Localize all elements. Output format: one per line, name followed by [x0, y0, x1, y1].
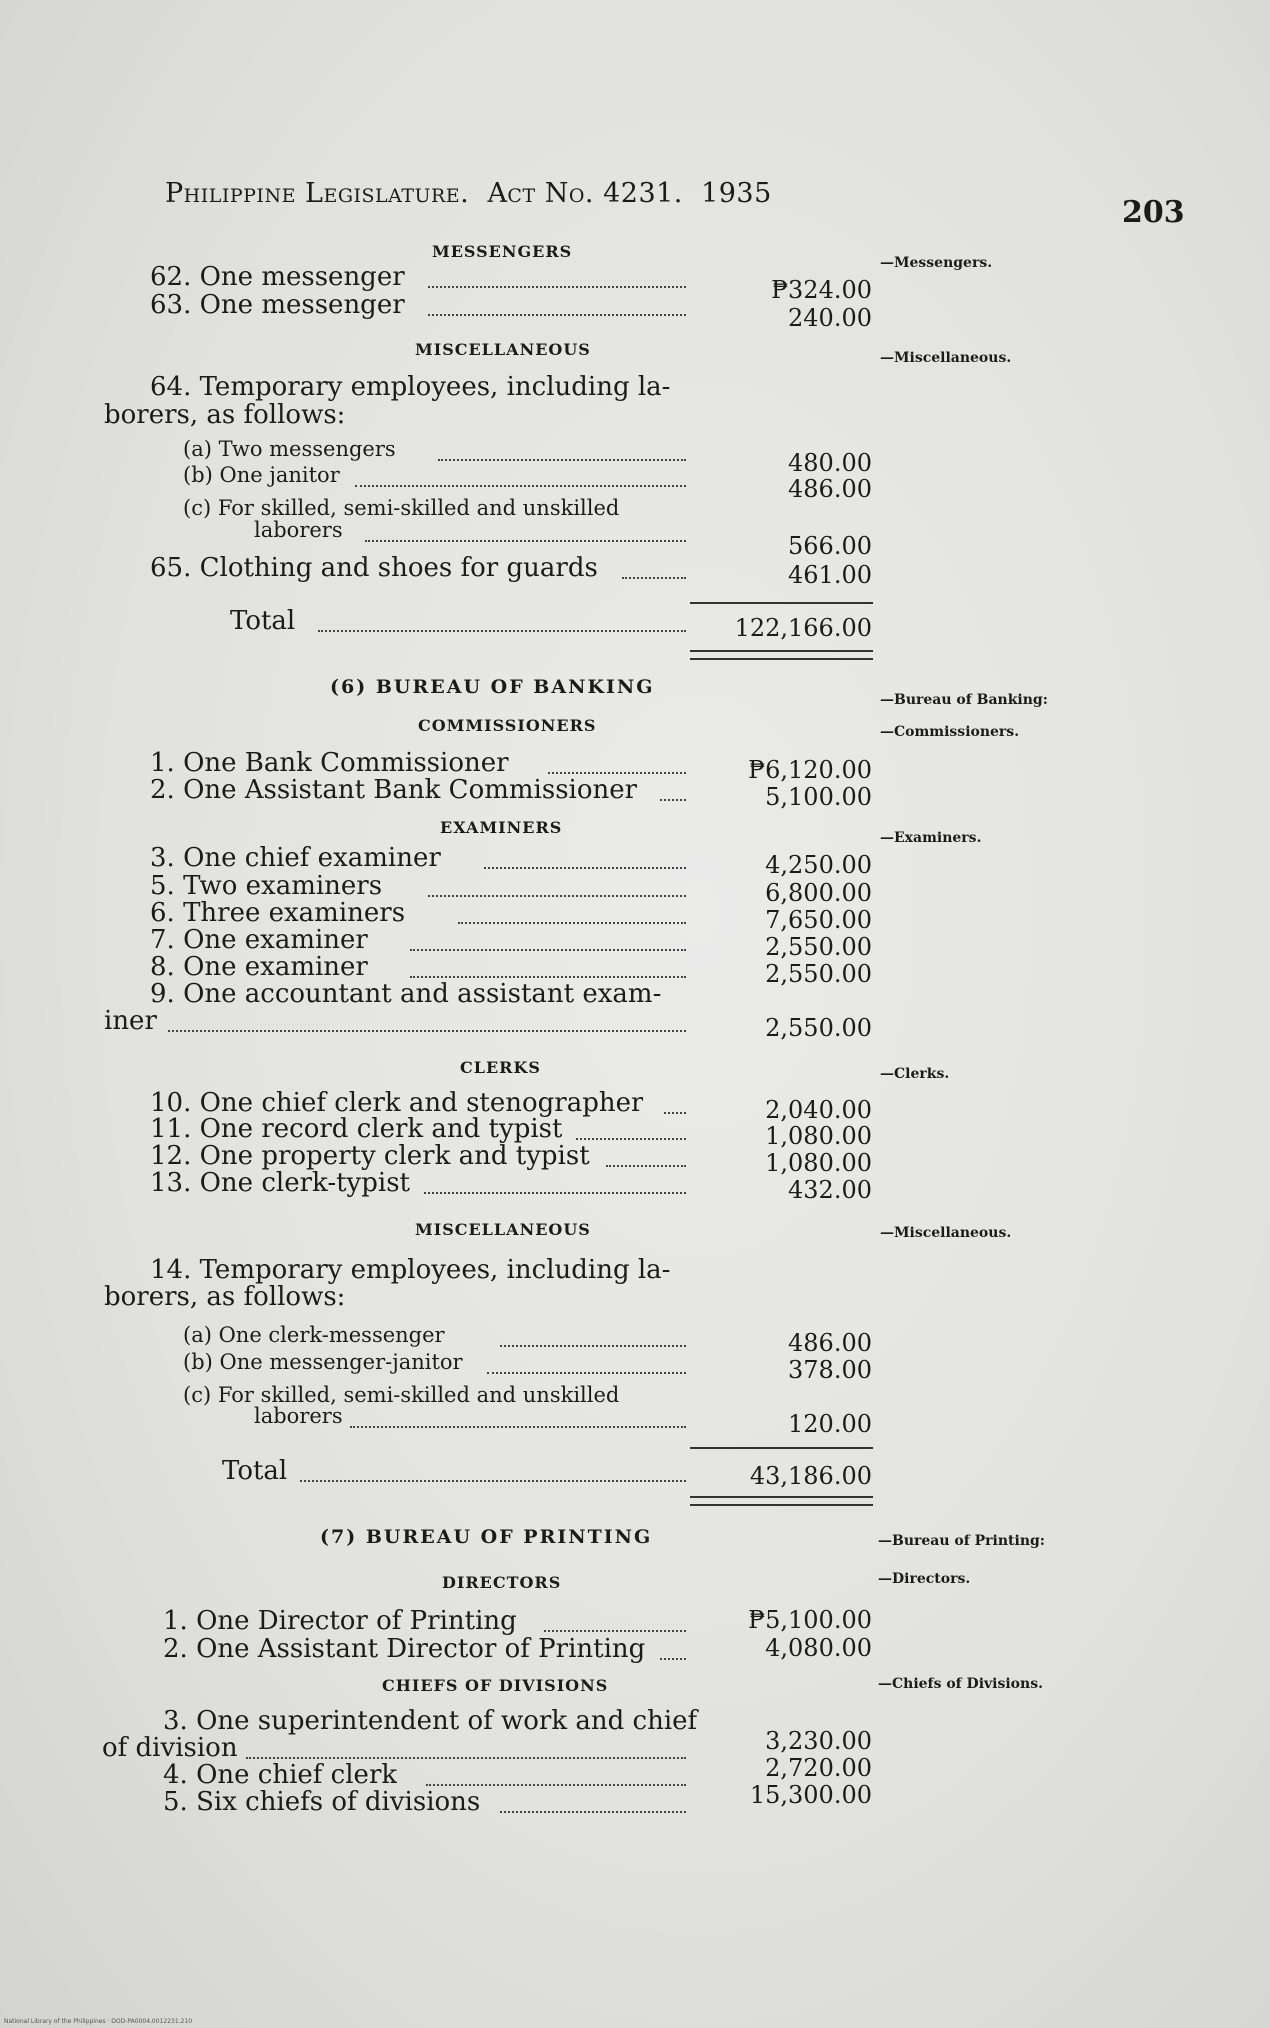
line-item: 1. One Bank Commissioner ₱6,120.00: [150, 748, 872, 784]
line-item: 62. One messenger ₱324.00: [150, 262, 872, 304]
bureau-heading: (7) BUREAU OF PRINTING: [320, 1526, 653, 1548]
section-heading: CLERKS: [460, 1058, 541, 1077]
margin-note: —Commissioners.: [880, 724, 1020, 740]
line-item: (a) One clerk-messenger 486.00: [183, 1323, 872, 1357]
page-number: 203: [1122, 195, 1185, 230]
line-item: iner 2,550.00: [104, 1006, 872, 1042]
line-item: laborers 566.00: [254, 518, 872, 560]
header-act: Act No. 4231.: [487, 178, 683, 209]
section-heading: COMMISSIONERS: [418, 716, 597, 735]
total-rule: [690, 602, 873, 604]
section-heading: MISCELLANEOUS: [415, 340, 591, 359]
header-year: 1935: [701, 178, 772, 209]
section-heading: MISCELLANEOUS: [415, 1220, 591, 1239]
line-item: 2. One Assistant Director of Printing 4,080.00: [163, 1634, 872, 1664]
paragraph-line: 9. One accountant and assistant exam-: [150, 979, 662, 1009]
line-item: (b) One janitor 486.00: [183, 463, 872, 503]
margin-note: —Bureau of Banking:: [880, 692, 1048, 708]
line-item: 3. One chief examiner 4,250.00: [150, 843, 872, 879]
running-header: [165, 178, 772, 209]
line-item: 65. Clothing and shoes for guards 461.00: [150, 553, 872, 589]
line-item: 63. One messenger 240.00: [150, 290, 872, 332]
paragraph-line: borers, as follows:: [104, 400, 346, 430]
line-item: 1. One Director of Printing ₱5,100.00: [163, 1606, 872, 1636]
section-heading: DIRECTORS: [442, 1573, 562, 1592]
line-item: 2. One Assistant Bank Commissioner 5,100.00: [150, 775, 872, 811]
paragraph-line: (c) For skilled, semi-skilled and unskilled: [183, 496, 620, 520]
section-heading: EXAMINERS: [440, 818, 563, 837]
line-item: 4. One chief clerk 2,720.00: [163, 1754, 872, 1790]
paragraph-line: 14. Temporary employees, including la-: [150, 1255, 671, 1285]
section-heading: MESSENGERS: [432, 242, 573, 261]
margin-note: —Miscellaneous.: [880, 1225, 1012, 1241]
line-item: 5. Six chiefs of divisions 15,300.00: [163, 1781, 872, 1817]
margin-note: —Bureau of Printing:: [878, 1533, 1045, 1549]
total-rule: [690, 1447, 873, 1449]
bureau-heading: (6) BUREAU OF BANKING: [330, 676, 655, 698]
paragraph-line: (c) For skilled, semi-skilled and unskilled: [183, 1383, 620, 1407]
line-item: 13. One clerk-typist 432.00: [150, 1168, 872, 1204]
margin-note: —Messengers.: [880, 255, 993, 271]
double-rule: [690, 1496, 873, 1506]
margin-note: —Directors.: [878, 1571, 971, 1587]
paragraph-line: 3. One superintendent of work and chief: [163, 1706, 698, 1736]
line-item: 5. Two examiners 6,800.00: [150, 871, 872, 907]
line-item: (a) Two messengers 480.00: [183, 437, 872, 477]
line-item: of division 3,230.00: [102, 1727, 872, 1763]
line-item: 7. One examiner 2,550.00: [150, 925, 872, 961]
line-item: 11. One record clerk and typist 1,080.00: [150, 1114, 872, 1150]
paragraph-line: borers, as follows:: [104, 1282, 346, 1312]
line-item: 10. One chief clerk and stenographer 2,040.00: [150, 1088, 872, 1124]
total-line: Total 43,186.00: [222, 1456, 872, 1490]
scan-footer: National Library of the Philippines · DOD-PA0004.0012231.210: [4, 2018, 193, 2025]
margin-note: —Chiefs of Divisions.: [878, 1676, 1043, 1692]
paragraph-line: 64. Temporary employees, including la-: [150, 372, 671, 402]
line-item: (b) One messenger-janitor 378.00: [183, 1350, 872, 1384]
margin-note: —Clerks.: [880, 1066, 950, 1082]
total-line: Total 122,166.00: [230, 606, 872, 642]
line-item: 12. One property clerk and typist 1,080.00: [150, 1141, 872, 1177]
margin-note: —Examiners.: [880, 830, 982, 846]
line-item: laborers 120.00: [254, 1404, 872, 1438]
section-heading: CHIEFS OF DIVISIONS: [382, 1676, 609, 1695]
header-prefix: Philippine Legislature.: [165, 178, 470, 209]
line-item: 6. Three examiners 7,650.00: [150, 898, 872, 934]
margin-note: —Miscellaneous.: [880, 350, 1012, 366]
line-item: 8. One examiner 2,550.00: [150, 952, 872, 988]
double-rule: [690, 650, 873, 660]
